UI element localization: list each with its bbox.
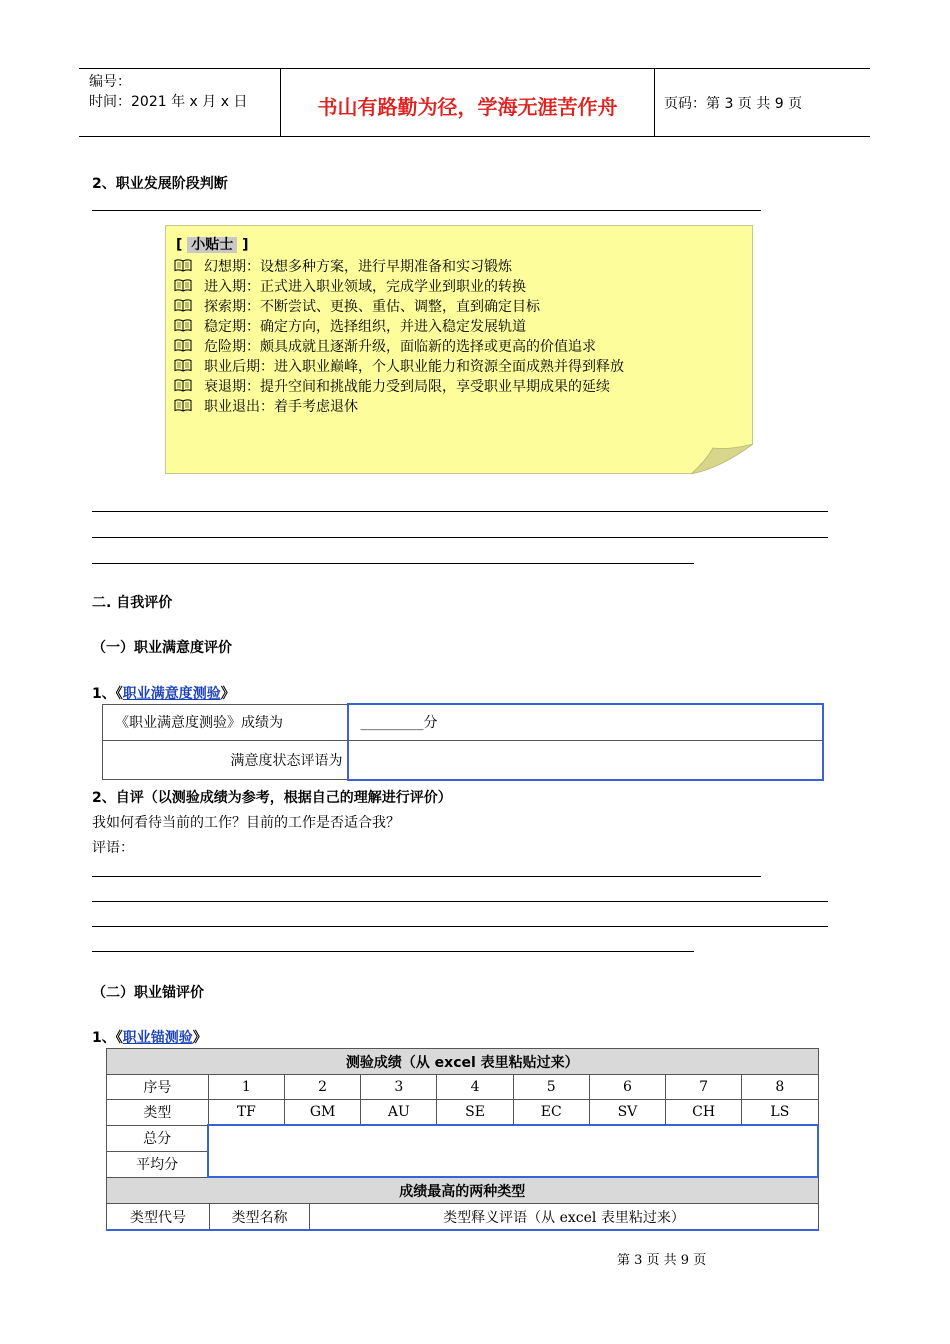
seq-value: 4 (470, 1079, 480, 1095)
seq-label: 序号 (143, 1080, 172, 1096)
book-icon (174, 319, 192, 332)
tip-item (174, 396, 358, 416)
section-heading-self-evaluation: 二. 自我评价 (92, 595, 173, 611)
type-cell (666, 1100, 742, 1126)
satisfaction-table (102, 703, 824, 781)
header-motto-cell (280, 69, 655, 136)
section-heading-career-stage: 2、职业发展阶段判断 (92, 176, 228, 192)
tip-item (174, 356, 624, 376)
tip-text: 衰退期：提升空间和挑战能力受到局限，享受职业早期成果的延续 (204, 379, 610, 395)
self-evaluation-question: 我如何看待当前的工作？目前的工作是否适合我？ (92, 815, 400, 831)
book-icon (174, 259, 192, 272)
col-type-comment-label: 类型释义评语（从 excel 表里粘过来） (443, 1209, 685, 1226)
type-cell (437, 1100, 513, 1126)
seq-cell (513, 1075, 589, 1100)
answer-line (92, 537, 828, 538)
tip-item (174, 316, 526, 336)
avg-label: 平均分 (136, 1157, 179, 1173)
answer-line (92, 210, 761, 211)
motto-text: 书山有路勤为径，学海无涯苦作舟 (317, 95, 618, 119)
type-code: GM (309, 1104, 336, 1120)
book-icon (174, 379, 192, 392)
book-icon (174, 399, 192, 412)
comment-label: 评语： (92, 840, 134, 856)
title-prefix: 1、《 (92, 1030, 123, 1046)
answer-line (92, 951, 694, 952)
answer-line (92, 511, 828, 512)
page-curl-icon (691, 444, 753, 474)
tip-item (174, 376, 610, 396)
tips-title-label: 小贴士 (187, 237, 237, 253)
tip-item (174, 296, 540, 316)
tip-item (174, 256, 512, 276)
type-code: SE (465, 1104, 485, 1120)
seq-cell (589, 1075, 665, 1100)
answer-line (92, 926, 828, 927)
page-footer: 第 3 页 共 9 页 (617, 1253, 707, 1268)
col-type-code-label: 类型代号 (130, 1209, 186, 1226)
seq-value: 1 (241, 1079, 251, 1095)
type-cell (589, 1100, 665, 1126)
seq-cell (284, 1075, 360, 1100)
seq-cell (666, 1075, 742, 1100)
scores-title: 测验成绩（从 excel 表里粘贴过来） (345, 1054, 579, 1071)
tips-note (165, 225, 753, 474)
scores-title-cell (107, 1049, 819, 1075)
seq-cell (437, 1075, 513, 1100)
tip-text: 危险期：颇具成就且逐渐升级，面临新的选择或更高的价值追求 (204, 339, 596, 355)
score-label: 《职业满意度测验》成绩为 (115, 715, 283, 731)
career-anchor-test-link[interactable]: 职业锚测验 (122, 1030, 193, 1046)
title-prefix: 1、《 (92, 686, 123, 702)
book-icon (174, 339, 192, 352)
score-input-cell[interactable] (348, 704, 823, 740)
doc-date-label: 时间：2021 年 x 月 x 日 (89, 94, 248, 110)
type-label-cell (107, 1100, 209, 1126)
score-label-cell (103, 704, 348, 740)
answer-line (92, 563, 694, 564)
type-label: 类型 (143, 1105, 172, 1122)
type-cell (513, 1100, 589, 1126)
title-suffix: 》 (220, 686, 235, 702)
col-type-comment (310, 1204, 819, 1231)
tip-item (174, 276, 526, 296)
seq-value: 8 (775, 1079, 785, 1095)
seq-cell (361, 1075, 437, 1100)
seq-cell (742, 1075, 818, 1100)
title-suffix: 》 (192, 1030, 207, 1046)
seq-cell (208, 1075, 284, 1100)
satisfaction-test-link[interactable]: 职业满意度测验 (122, 686, 221, 702)
tip-item (174, 336, 596, 356)
tip-text: 职业后期：进入职业巅峰，个人职业能力和资源全面成熟并得到释放 (204, 359, 624, 375)
page-header (79, 68, 870, 137)
answer-line (92, 901, 828, 902)
type-code: SV (617, 1104, 638, 1120)
answer-line (92, 876, 761, 877)
type-code: TF (236, 1104, 256, 1120)
tip-text: 职业退出：着手考虑退休 (204, 399, 358, 415)
seq-value: 2 (318, 1079, 328, 1095)
score-value: _________分 (360, 715, 438, 732)
seq-label-cell (107, 1075, 209, 1100)
top-types-title-cell (107, 1177, 819, 1204)
book-icon (174, 299, 192, 312)
type-cell (284, 1100, 360, 1126)
scores-paste-area[interactable] (208, 1125, 818, 1177)
type-row (107, 1100, 819, 1126)
tip-text: 稳定期：确定方向，选择组织，并进入稳定发展轨道 (204, 319, 526, 335)
header-page-info: 页码：第 3 页 共 9 页 (664, 96, 803, 112)
type-cell (742, 1100, 818, 1126)
total-label: 总分 (143, 1131, 172, 1147)
book-icon (174, 359, 192, 372)
seq-value: 3 (394, 1079, 404, 1095)
seq-row (107, 1075, 819, 1100)
status-label: 满意度状态评语为 (230, 752, 343, 769)
tips-title: [ 小贴士 ] (176, 237, 249, 253)
top-types-header-row (107, 1204, 819, 1231)
seq-value: 6 (622, 1079, 632, 1095)
subsection-heading-career-anchor: （二）职业锚评价 (92, 985, 204, 1001)
top-types-title: 成绩最高的两种类型 (399, 1183, 526, 1200)
tip-text: 探索期：不断尝试、更换、重估、调整，直到确定目标 (204, 299, 540, 315)
doc-number-label: 编号： (89, 74, 131, 90)
type-code: AU (387, 1104, 410, 1120)
type-cell (208, 1100, 284, 1126)
type-code: CH (692, 1104, 716, 1120)
book-icon (174, 279, 192, 292)
career-anchor-test-title (92, 1027, 207, 1047)
total-label-cell (107, 1125, 209, 1151)
tip-text: 进入期：正式进入职业领域，完成学业到职业的转换 (204, 279, 526, 295)
col-type-code (107, 1204, 210, 1231)
satisfaction-test-title (92, 683, 235, 703)
type-code: LS (770, 1104, 790, 1120)
status-label-cell (103, 740, 348, 780)
status-comment-cell[interactable] (348, 740, 823, 780)
seq-value: 5 (546, 1079, 556, 1095)
self-evaluation-heading: 2、自评（以测验成绩为参考，根据自己的理解进行评价） (92, 790, 452, 806)
total-row (107, 1125, 819, 1151)
avg-label-cell (107, 1151, 209, 1177)
col-type-name (210, 1204, 310, 1231)
tip-text: 幻想期：设想多种方案，进行早期准备和实习锻炼 (204, 259, 512, 275)
type-code: EC (540, 1104, 562, 1120)
subsection-heading-satisfaction: （一）职业满意度评价 (92, 640, 232, 656)
header-page-cell (654, 69, 870, 136)
seq-value: 7 (699, 1079, 709, 1095)
type-cell (361, 1100, 437, 1126)
career-anchor-table (106, 1048, 819, 1231)
header-left-cell (79, 69, 279, 136)
col-type-name-label: 类型名称 (231, 1209, 288, 1226)
